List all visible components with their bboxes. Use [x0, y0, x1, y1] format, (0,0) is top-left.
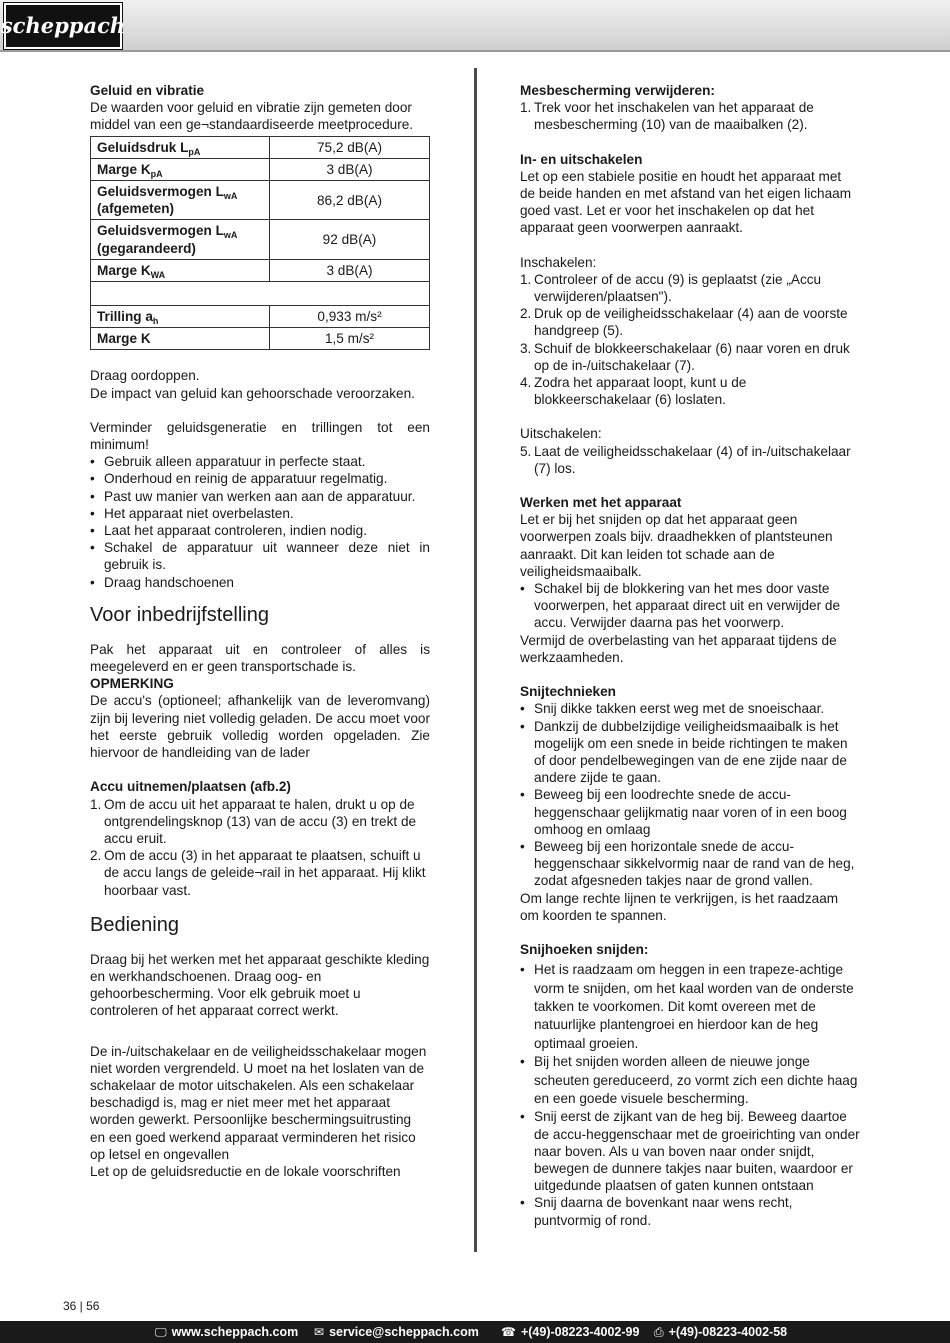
footer-phone: ☎ +(49)-08223-4002-99 [501, 1324, 639, 1341]
ear-protection-text: Draag oordoppen. [90, 368, 200, 384]
operation-text-3: Let op de geluidsreductie en de lokale voorschriften [90, 1163, 401, 1179]
list-item: • Past uw manier van werken aan aan de apparatuur. [90, 488, 430, 505]
noise-specs-table [90, 136, 430, 351]
list-item: • Onderhoud en reinig de apparatuur regelmatig. [90, 470, 430, 487]
operation-text-1: Draag bij het werken met het apparaat geschikte kleding en werkhandschoenen. Draag oog- en gehoorbescherming. Voor elk gebruik moet u controleren of het apparaat correct werkt. [90, 951, 430, 1019]
cut-list [520, 700, 860, 889]
list-item: • Het apparaat niet overbelasten. [90, 505, 430, 522]
list-item: 3. Schuif de blokkeerschakelaar (6) naar voren en druk op de in-/uitschakelaar (7). [520, 340, 850, 373]
work-text-2: Vermijd de overbelasting van het apparaat tijdens de werkzaamheden. [520, 632, 837, 665]
startup-text: Pak het apparaat uit en controleer of alles is meegeleverd en er geen transportschade is. [90, 641, 430, 675]
work-heading: Werken met het apparaat [520, 495, 682, 511]
list-item: 2. Druk op de veiligheidsschakelaar (4) aan de voorste handgreep (5). [520, 306, 848, 339]
list-item: • Snij dikke takken eerst weg met de snoeischaar. [520, 700, 860, 717]
battery-steps [90, 796, 430, 899]
table-row: Marge $K_{pA}$ 3 dB(A) [91, 158, 430, 180]
note-text: De accu's (optioneel; afhankelijk van de leveromvang) zijn bij levering niet volledig geladen. De accu moet voor het eerste gebruik volledig worden opgeladen. Zie hiervoor de handleiding van de lader [90, 693, 430, 761]
list-item: • Snij daarna de bovenkant naar wens recht, puntvormig of rond. [520, 1194, 860, 1228]
left-column [90, 82, 430, 1180]
footer-website: 🖵 www.scheppach.com [155, 1324, 298, 1341]
operation-heading: Bediening [90, 913, 179, 936]
table-row: Geluidsdruk $L_{pA}$ 75,2 dB(A) [91, 136, 430, 158]
note-label: OPMERKING [90, 676, 174, 692]
impact-text: De impact van geluid kan gehoorschade veroorzaken. [90, 385, 415, 401]
footer-bar [0, 1321, 950, 1343]
reduce-text: Verminder geluidsgeneratie en trillingen tot een minimum! [90, 419, 430, 453]
noise-intro: De waarden voor geluid en vibratie zijn gemeten door middel van een ge¬standaardiseerde meetprocedure. [90, 100, 414, 133]
mail-icon: ✉ [314, 1325, 325, 1339]
battery-heading: Accu uitnemen/plaatsen (afb.2) [90, 779, 291, 795]
table-row-empty [91, 282, 430, 306]
list-item: • Draag handschoenen [90, 574, 430, 591]
list-item: • Schakel bij de blokkering van het mes door vaste voorwerpen, het apparaat direct uit en verwijder de accu. Verwijder daarna pas het voorwerp. [520, 580, 860, 632]
list-item: • Dankzij de dubbelzijdige veiligheidsmaaibalk is het mogelijk om een snede in beide richtingen te maken of door pendelbewegingen van de ene zijde naar de andere zijde te gaan. [520, 718, 860, 787]
list-item: 1. Controleer of de accu (9) is geplaatst (zie „Accu verwijderen/plaatsen"). [520, 271, 822, 305]
switch-off-label: Uitschakelen: [520, 426, 602, 442]
header-bar [0, 0, 950, 52]
noise-heading: Geluid en vibratie [90, 83, 205, 98]
list-item: 1. Trek voor het inschakelen van het apparaat de mesbescherming (10) van de maaibalken (2). [520, 100, 814, 133]
operation-text-2: De in-/uitschakelaar en de veiligheidsschakelaar mogen niet worden vergrendeld. U moet na het loslaten van de schakelaar de motor uitschakelen. Als een schakelaar beschadigd is, mag er niet meer met het apparaat worden gewerkt. Persoonlijke beschermingsuitrusting en een goed werkend apparaat verminderen het risico op letsel en ongevallen [90, 1043, 427, 1162]
table-row: Geluidsvermogen $L_{wA}$ (afgemeten) 86,2 dB(A) [91, 181, 430, 220]
list-item: • Schakel de apparatuur uit wanneer deze niet in gebruik is. [90, 539, 430, 573]
angle-heading: Snijhoeken snijden: [520, 941, 649, 957]
cut-text: Om lange rechte lijnen te verkrijgen, is het raadzaam om koorden te spannen. [520, 890, 839, 923]
list-item: • Bij het snijden worden alleen de nieuwe jonge scheuten gereduceerd, zo vormt zich een dichte haag en een goede visuele bescherming. [520, 1053, 860, 1108]
work-text: Let er bij het snijden op dat het apparaat geen voorwerpen zoals bijv. draadhekken of plantsteunen aanraakt. Dit kan leiden tot schade aan de veiligheidsmaaibalk. [520, 512, 833, 579]
phone-icon: ☎ [501, 1325, 516, 1339]
list-item: 2. Om de accu (3) in het apparaat te plaatsen, schuift u de accu langs de geleide¬rail in het apparaat. Hij klikt hoorbaar vast. [90, 848, 426, 898]
footer-fax: ⎙ +(49)-08223-4002-58 [654, 1324, 787, 1341]
list-item: • Het is raadzaam om heggen in een trapeze-achtige vorm te snijden, om het kaal worden van de onderste takken te voorkomen. Dit komt overeen met de natuurlijke plantengroei en hierdoor kan de heg optimaal groeien. [520, 961, 860, 1053]
switch-on-label: Inschakelen: [520, 254, 597, 270]
list-item: • Beweeg bij een loodrechte snede de accu-heggenschaar gelijkmatig naar voren of in een boog omhoog en omlaag [520, 786, 860, 838]
table-row: Marge K 1,5 m/s² [91, 328, 430, 350]
reduce-list [90, 453, 430, 591]
switch-on-steps [520, 271, 860, 409]
monitor-icon: 🖵 [155, 1325, 167, 1339]
table-row: Trilling $a_h$ 0,933 m/s² [91, 306, 430, 328]
angle-list [520, 961, 860, 1229]
right-column [520, 82, 860, 1229]
guard-heading: Mesbescherming verwijderen: [520, 83, 715, 98]
list-item: • Laat het apparaat controleren, indien nodig. [90, 522, 430, 539]
list-item: • Beweeg bij een horizontale snede de accu-heggenschaar sikkelvormig naar de rand van de heg, zodat afgesneden takjes naar de grond vallen. [520, 838, 860, 890]
table-row: Geluidsvermogen $L_{wA}$ (gegarandeerd) 92 dB(A) [91, 220, 430, 259]
list-item: • Gebruik alleen apparatuur in perfecte staat. [90, 453, 430, 470]
footer-email: ✉ service@scheppach.com [314, 1324, 479, 1341]
list-item: 5. Laat de veiligheidsschakelaar (4) of in-/uitschakelaar (7) los. [520, 443, 851, 476]
list-item: 1. Om de accu uit het apparaat te halen, drukt u op de ontgrendelingsknop (13) van de accu (3) en trekt de accu eruit. [90, 796, 417, 846]
startup-heading: Voor inbedrijfstelling [90, 603, 269, 626]
brand-logo: scheppach [4, 3, 122, 49]
fax-icon: ⎙ [654, 1325, 664, 1339]
work-list [520, 580, 860, 632]
table-row: Marge $K_{WA}$ 3 dB(A) [91, 259, 430, 281]
list-item: 4. Zodra het apparaat loopt, kunt u de blokkeerschakelaar (6) loslaten. [520, 375, 747, 408]
page-number: 36 | 56 [63, 1299, 100, 1313]
list-item: • Snij eerst de zijkant van de heg bij. Beweeg daartoe de accu-heggenschaar met de groeirichting van onder naar boven. Als u van boven naar onder snijdt, bewegen de dunnere takjes naar buiten, waardoor er uitgedunde plaatsen of gaten kunnen ontstaan [520, 1108, 860, 1194]
onoff-text: Let op een stabiele positie en houdt het apparaat met de beide handen en met afstand van het eigen lichaam goed vast. Let er voor het inschakelen op dat het apparaat geen voorwerpen aanraakt. [520, 168, 852, 236]
cut-heading: Snijtechnieken [520, 684, 616, 700]
column-divider [474, 68, 477, 1252]
switch-off-steps [520, 443, 860, 477]
guard-steps [520, 99, 860, 133]
onoff-heading: In- en uitschakelen [520, 151, 643, 167]
